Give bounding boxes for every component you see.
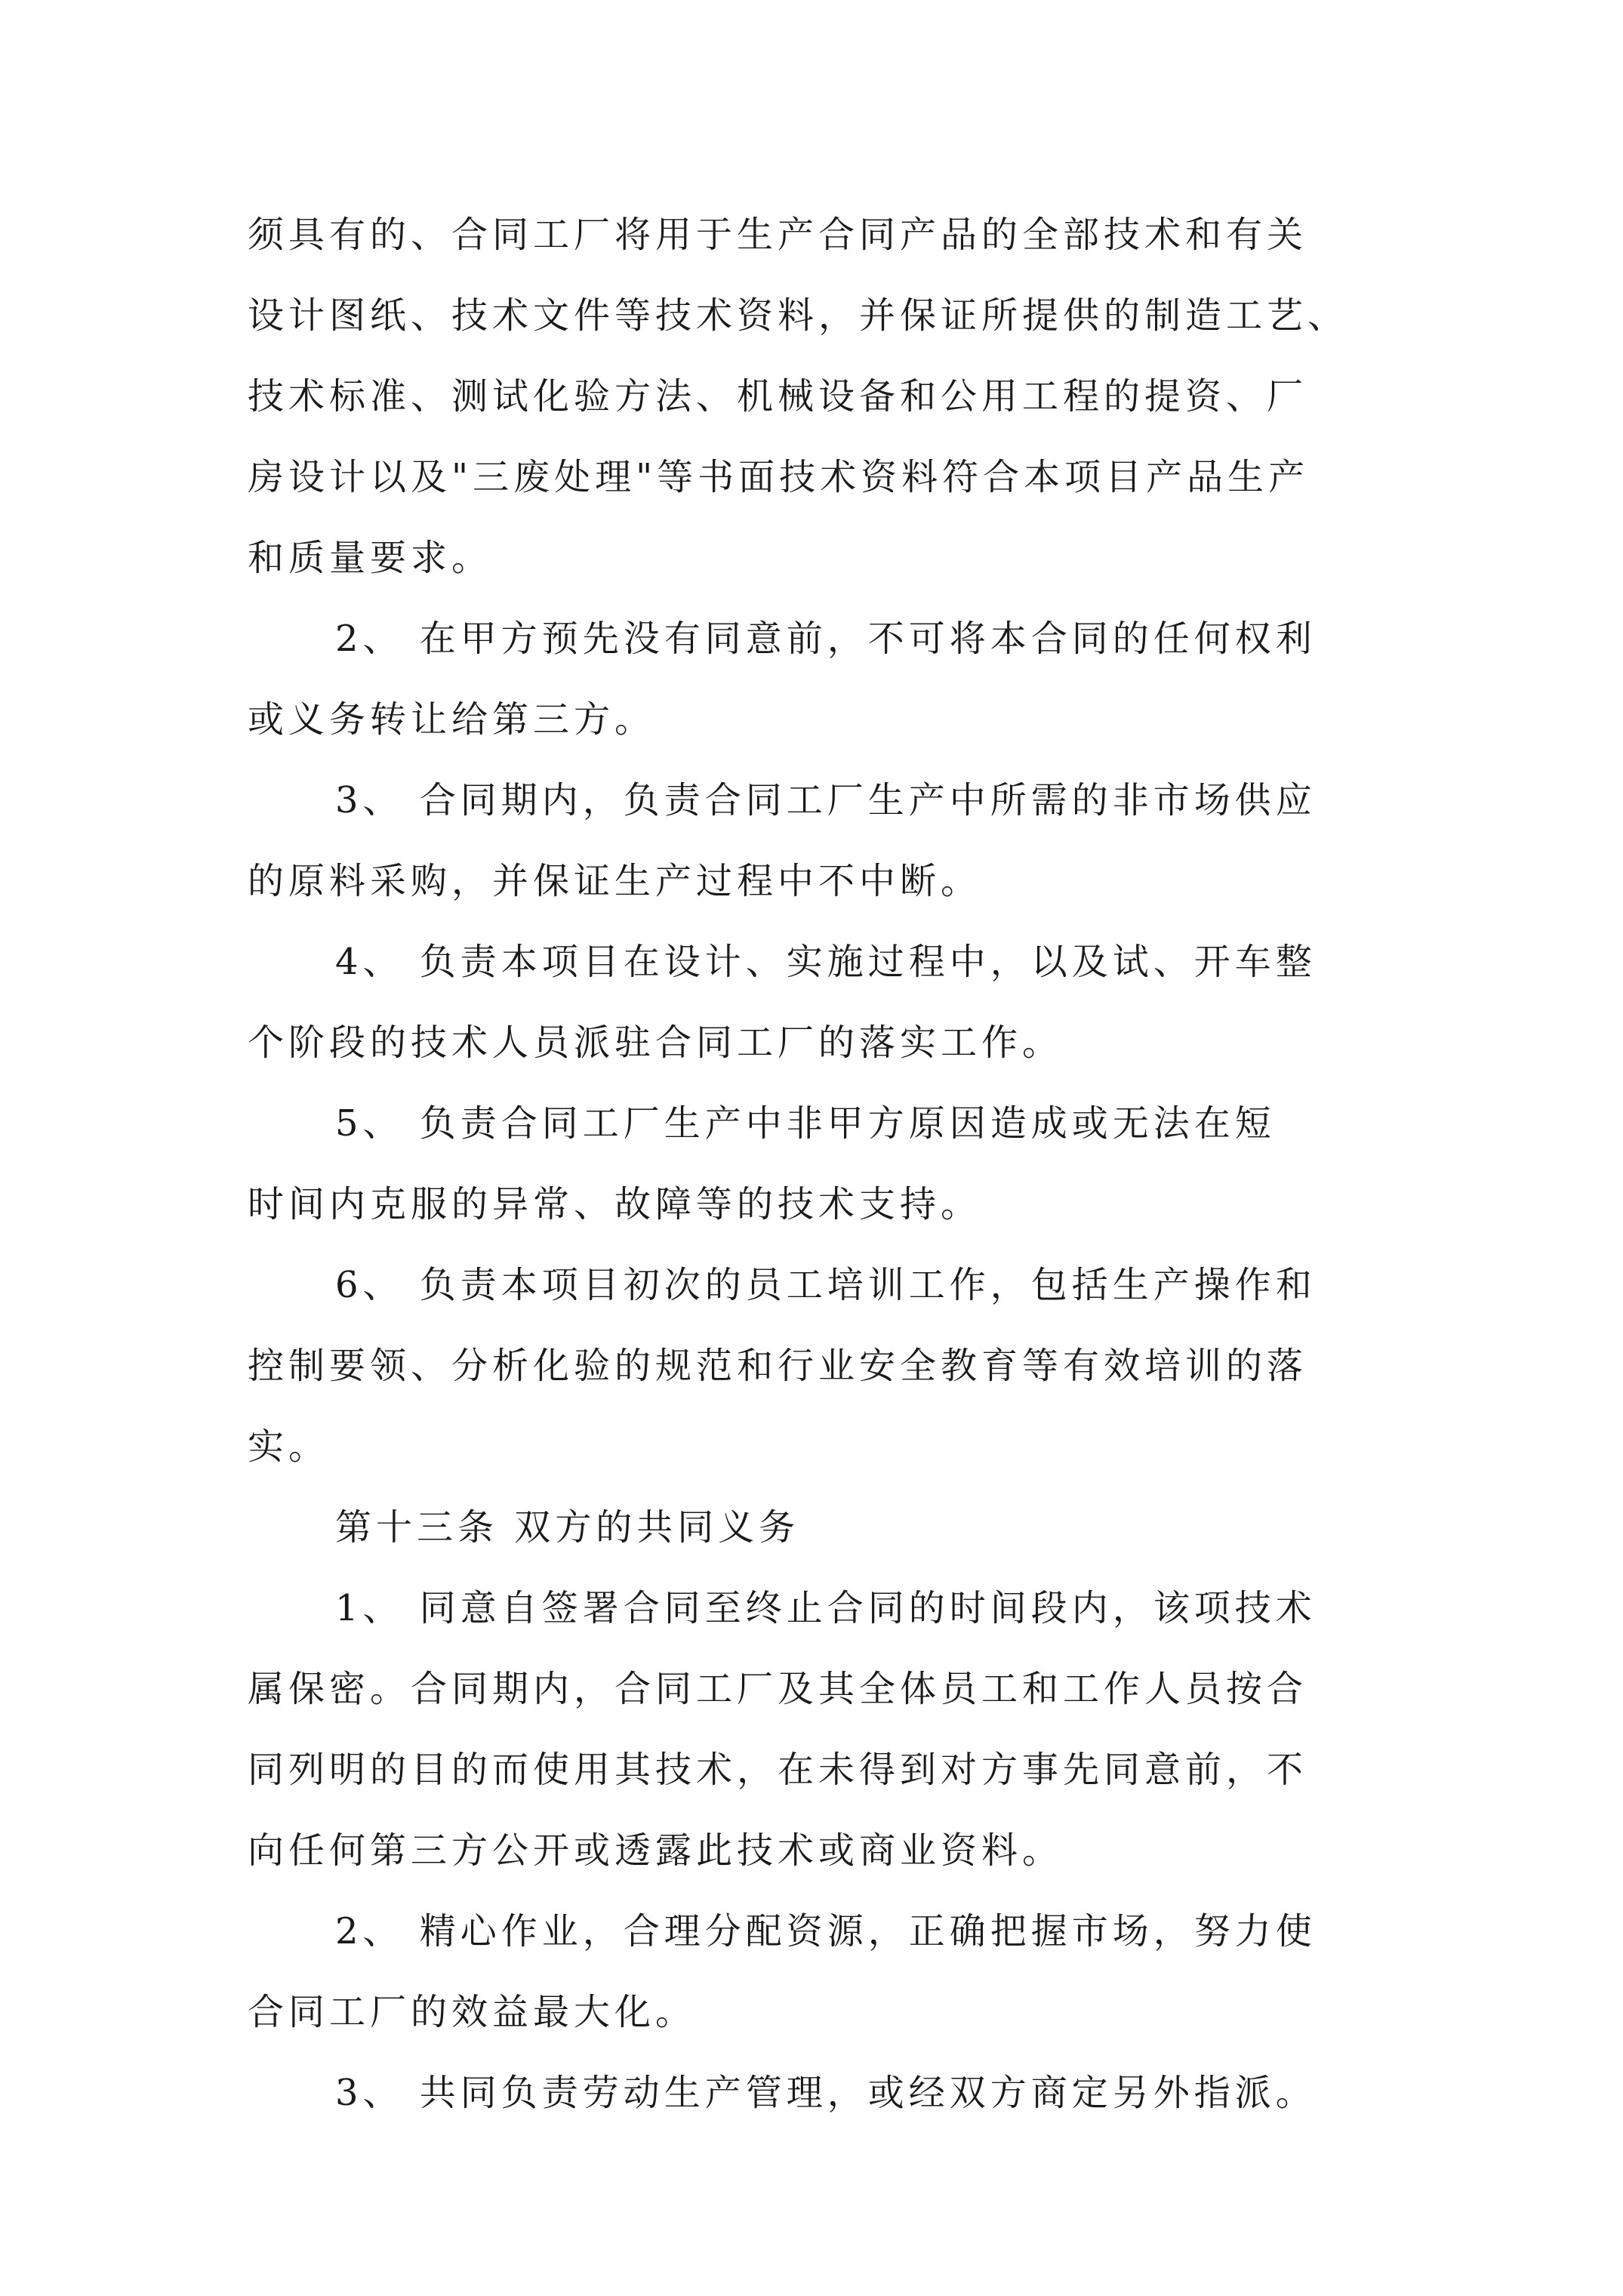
text-line: 个阶段的技术人员派驻合同工厂的落实工作。 bbox=[248, 1022, 1064, 1064]
text-line: 3、 共同负责劳动生产管理，或经双方商定另外指派。 bbox=[335, 2072, 1317, 2114]
text-line: 5、 负责合同工厂生产中非甲方原因造成或无法在短 bbox=[335, 1102, 1276, 1145]
text-line: 和质量要求。 bbox=[248, 537, 493, 579]
text-line: 设计图纸、技术文件等技术资料，并保证所提供的制造工艺、 bbox=[248, 294, 1349, 337]
text-line: 合同工厂的效益最大化。 bbox=[248, 1991, 697, 2033]
text-line: 实。 bbox=[248, 1425, 330, 1468]
text-line: 或义务转让给第三方。 bbox=[248, 698, 656, 741]
text-line: 须具有的、合同工厂将用于生产合同产品的全部技术和有关 bbox=[248, 214, 1308, 256]
text-line: 向任何第三方公开或透露此技术或商业资料。 bbox=[248, 1829, 1064, 1872]
text-line: 2、 精心作业，合理分配资源，正确把握市场，努力使 bbox=[335, 1910, 1317, 1952]
text-line: 2、 在甲方预先没有同意前，不可将本合同的任何权利 bbox=[335, 618, 1317, 660]
text-line: 4、 负责本项目在设计、实施过程中，以及试、开车整 bbox=[335, 941, 1317, 983]
text-line: 6、 负责本项目初次的员工培训工作，包括生产操作和 bbox=[335, 1264, 1317, 1306]
text-line: 时间内克服的异常、故障等的技术支持。 bbox=[248, 1183, 982, 1225]
text-line: 房设计以及"三废处理"等书面技术资料符合本项目产品生产 bbox=[248, 456, 1310, 498]
document-body bbox=[248, 195, 1397, 2134]
text-line: 3、 合同期内，负责合同工厂生产中所需的非市场供应 bbox=[335, 779, 1317, 821]
text-line: 控制要领、分析化验的规范和行业安全教育等有效培训的落 bbox=[248, 1345, 1308, 1387]
text-line: 1、 同意自签署合同至终止合同的时间段内，该项技术 bbox=[335, 1587, 1317, 1629]
text-line: 的原料采购，并保证生产过程中不中断。 bbox=[248, 860, 982, 902]
text-line: 技术标准、测试化验方法、机械设备和公用工程的提资、厂 bbox=[248, 375, 1308, 418]
text-line: 同列明的目的而使用其技术，在未得到对方事先同意前，不 bbox=[248, 1749, 1308, 1791]
text-line: 属保密。合同期内，合同工厂及其全体员工和工作人员按合 bbox=[248, 1668, 1308, 1710]
section-heading: 第十三条 双方的共同义务 bbox=[335, 1506, 800, 1549]
